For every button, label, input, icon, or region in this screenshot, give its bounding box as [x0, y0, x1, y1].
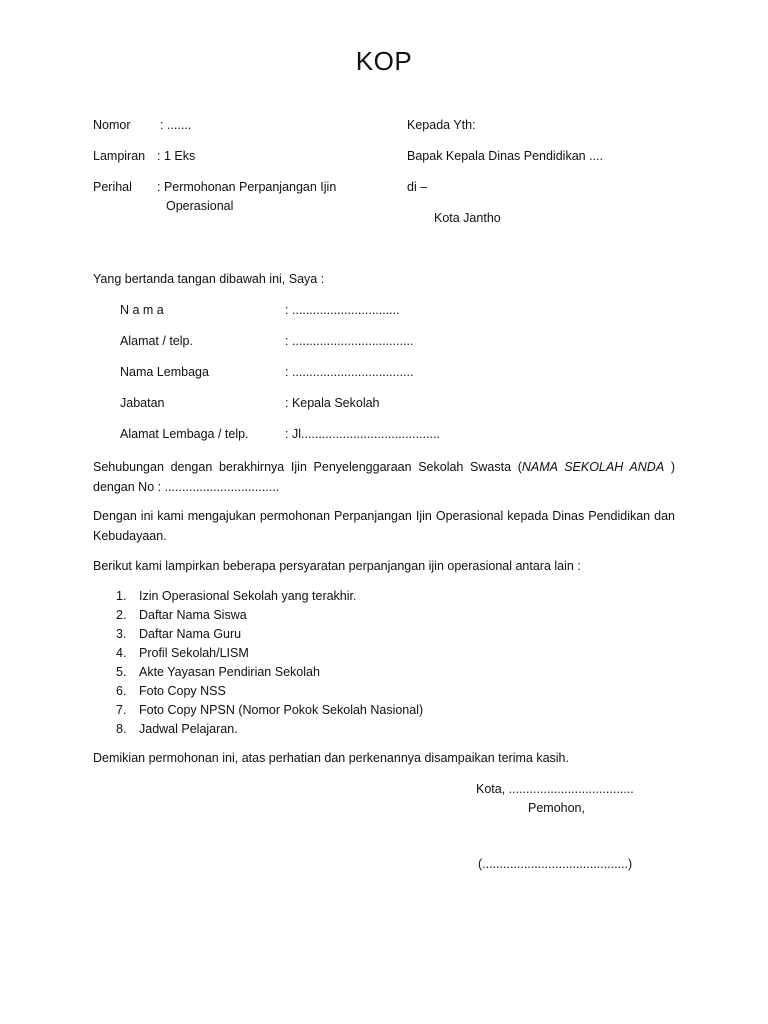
lampiran-value: : 1 Eks	[157, 149, 196, 163]
perihal-label: Perihal	[93, 180, 132, 194]
signature-role: Pemohon,	[528, 801, 585, 815]
nomor-value: : .......	[160, 118, 192, 132]
list-item: 1. Izin Operasional Sekolah yang terakhir.	[116, 589, 357, 603]
list-item: 3. Daftar Nama Guru	[116, 627, 242, 641]
recipient-di: di –	[407, 180, 428, 194]
recipient-greeting: Kepada Yth:	[407, 118, 476, 132]
paragraph-permohonan: Dengan ini kami mengajukan permohonan Perpanjangan Ijin Operasional kepada Dinas Pendidikan dan Kebudayaan.	[93, 509, 675, 543]
list-item: 4. Profil Sekolah/LISM	[116, 646, 249, 660]
list-item: 6. Foto Copy NSS	[116, 684, 226, 698]
field-value-alamat-lembaga: : Jl........................................	[285, 427, 440, 441]
requirements-list	[116, 587, 423, 739]
paragraph-sehubungan-before: Sehubungan dengan berakhirnya Ijin Penyelenggaraan Sekolah Swasta (	[93, 460, 522, 474]
list-item: 2. Daftar Nama Siswa	[116, 608, 247, 622]
lampiran-label: Lampiran	[93, 149, 146, 163]
field-label-alamat-lembaga: Alamat Lembaga / telp.	[120, 427, 249, 441]
field-value-alamat: : ...................................	[285, 334, 414, 348]
field-value-nama: : ...............................	[285, 303, 400, 317]
perihal-value-line1: : Permohonan Perpanjangan Ijin	[157, 180, 337, 194]
paragraph-sehubungan-after: ) dengan No : .................................	[93, 460, 675, 494]
list-item: 7. Foto Copy NPSN (Nomor Pokok Sekolah Nasional)	[116, 703, 424, 717]
intro-text: Yang bertanda tangan dibawah ini, Saya :	[93, 272, 325, 286]
nomor-label: Nomor	[93, 118, 131, 132]
list-item: 5. Akte Yayasan Pendirian Sekolah	[116, 665, 320, 679]
perihal-value-line2: Operasional	[166, 199, 234, 213]
recipient-city: Kota Jantho	[434, 211, 501, 225]
signature-place-date: Kota, ....................................	[476, 782, 634, 796]
field-label-alamat: Alamat / telp.	[120, 334, 193, 348]
signature-name-placeholder: (..........................................)	[478, 857, 633, 871]
school-name-placeholder: NAMA SEKOLAH ANDA	[521, 460, 665, 474]
closing-text: Demikian permohonan ini, atas perhatian dan perkenannya disampaikan terima kasih.	[93, 751, 569, 765]
field-value-lembaga: : ...................................	[285, 365, 414, 379]
field-label-jabatan: Jabatan	[120, 396, 165, 410]
paragraph-persyaratan: Berikut kami lampirkan beberapa persyaratan perpanjangan ijin operasional antara lain :	[93, 559, 581, 573]
paragraph-sehubungan	[93, 457, 675, 497]
field-value-jabatan: : Kepala Sekolah	[285, 396, 380, 410]
field-label-lembaga: Nama Lembaga	[120, 365, 209, 379]
page-title: KOP	[355, 46, 413, 76]
field-label-nama: N a m a	[120, 303, 164, 317]
list-item: 8. Jadwal Pelajaran.	[116, 722, 238, 736]
recipient-name: Bapak Kepala Dinas Pendidikan ....	[407, 149, 603, 163]
